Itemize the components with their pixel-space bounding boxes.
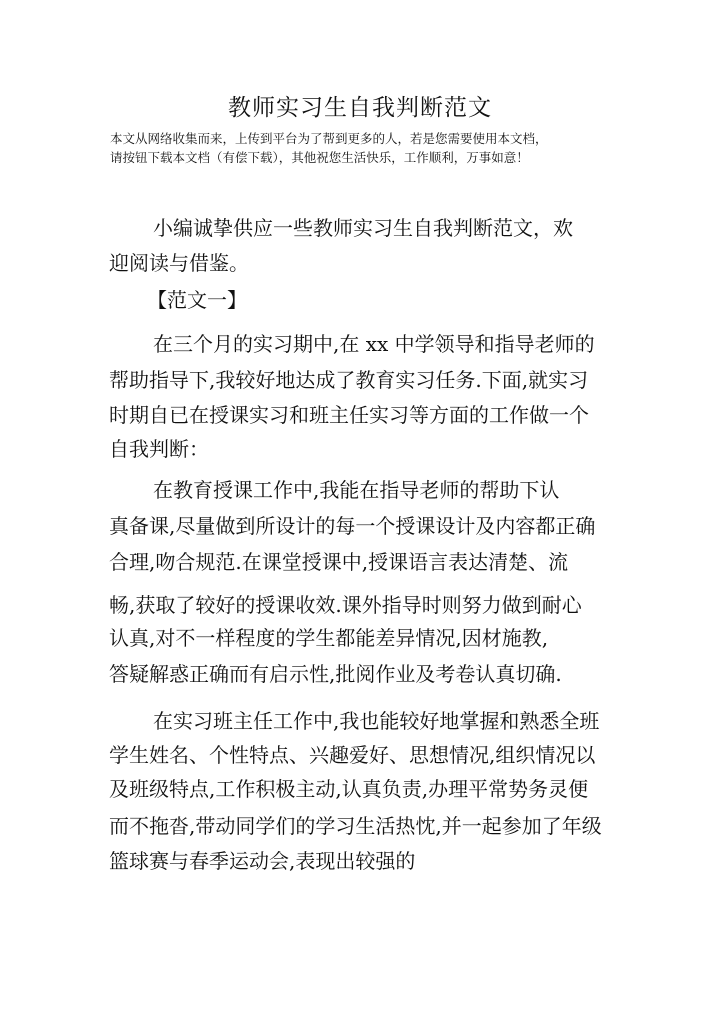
paragraph-line: 学生姓名、个性特点、兴趣爱好、思想情况,组织情况以 — [109, 743, 596, 767]
paragraph-line: 答疑解惑正确而有启示性,批阅作业及考卷认真切确. — [109, 662, 562, 686]
paragraph-line: 时期自已在授课实习和班主任实习等方面的工作做一个 — [109, 403, 589, 427]
notice-line: 本文从网络收集而来，上传到平台为了帮到更多的人，若是您需要使用本文档， — [110, 131, 548, 146]
paragraph-line: 迎阅读与借鉴。 — [109, 251, 249, 275]
paragraph-line: 合理,吻合规范.在课堂授课中,授课语言表达清楚、流 — [109, 550, 569, 574]
paragraph-line: 真备课,尽量做到所设计的每一个授课设计及内容都正确 — [109, 514, 596, 538]
paragraph-line: 篮球赛与春季运动会,表现出较强的 — [109, 849, 416, 873]
notice-line: 请按钮下载本文档（有偿下载），其他祝您生活快乐，工作顺利，万事如意！ — [110, 150, 529, 165]
download-notice — [110, 129, 548, 167]
paragraph-line: 帮助指导下,我较好地达成了教育实习任务.下面,就实习 — [109, 368, 589, 392]
paragraph-line: 在三个月的实习期中,在 xx 中学领导和指导老师的 — [153, 332, 595, 356]
paragraph-line: 在教育授课工作中,我能在指导老师的帮助下认 — [153, 478, 560, 502]
paragraph-line: 及班级特点,工作积极主动,认真负责,办理平常势务灵便 — [109, 777, 589, 801]
paragraph-line: 而不拖沓,带动同学们的学习生活热忱,并一起参加了年级 — [109, 814, 602, 838]
document-title: 教师实习生自我判断范文 — [228, 95, 492, 121]
paragraph-line: 自我判断： — [109, 437, 209, 461]
paragraph-line: 认真,对不一样程度的学生都能差异情况,因材施教, — [109, 626, 549, 650]
paragraph-line: 小编诚挚供应一些教师实习生自我判断范文，欢 — [153, 216, 573, 240]
paragraph-line: 在实习班主任工作中,我也能较好地掌握和熟悉全班 — [153, 709, 600, 733]
section-heading: 【范文一】 — [147, 288, 247, 312]
paragraph-line: 畅,获取了较好的授课收效.课外指导时则努力做到耐心 — [109, 593, 582, 617]
